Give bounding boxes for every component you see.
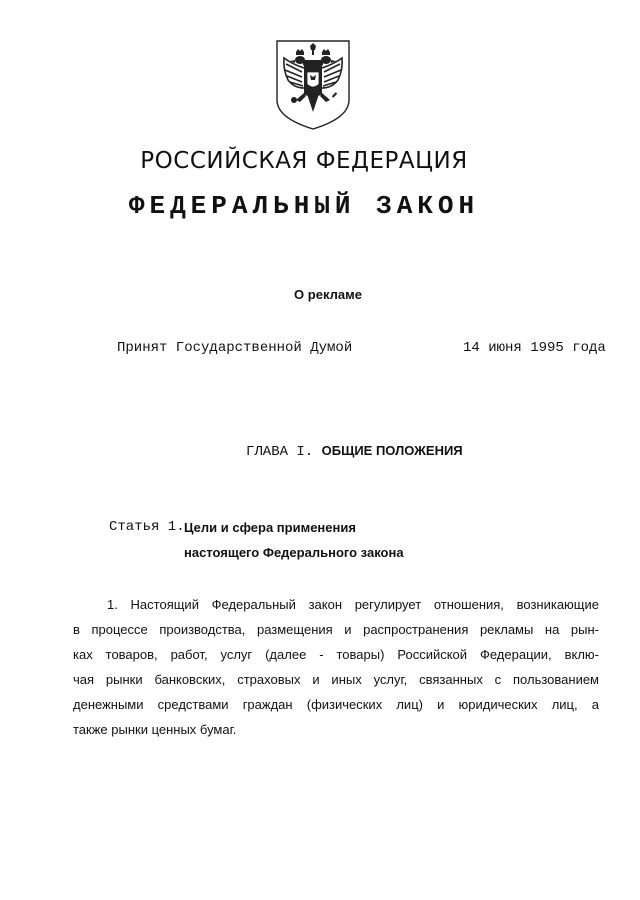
law-title: О рекламе (294, 287, 362, 302)
paragraph-line: также рынки ценных бумаг. (73, 722, 237, 737)
article-label: Статья 1. (109, 519, 185, 535)
country-name: РОССИЙСКАЯ ФЕДЕРАЦИЯ (140, 148, 468, 174)
paragraph-line: 1. Настоящий Федеральный закон регулирует отношения, возникающие (107, 597, 599, 612)
article-title-line: настоящего Федерального закона (184, 545, 404, 560)
paragraph-line: ках товаров, работ, услуг (далее - товары) Российской Федерации, вклю- (73, 647, 599, 662)
adoption-authority: Принят Государственной Думой (117, 340, 353, 356)
chapter-name: ОБЩИЕ ПОЛОЖЕНИЯ (321, 443, 463, 458)
paragraph-line: чая рынки банковских, страховых и иных услуг, связанных с пользованием (73, 672, 599, 687)
paragraph-line: в процессе производства, размещения и распространения рекламы на рын- (73, 622, 599, 637)
chapter-heading (246, 443, 463, 460)
coat-of-arms-emblem-icon (274, 38, 352, 132)
chapter-number: ГЛАВА I. (246, 444, 314, 460)
article-title-line: Цели и сфера применения (184, 520, 356, 535)
document-type: ФЕДЕРАЛЬНЫЙ ЗАКОН (128, 191, 480, 221)
adoption-date: 14 июня 1995 года (463, 340, 606, 356)
paragraph-line: денежными средствами граждан (физических лиц) и юридических лиц, а (73, 697, 599, 712)
